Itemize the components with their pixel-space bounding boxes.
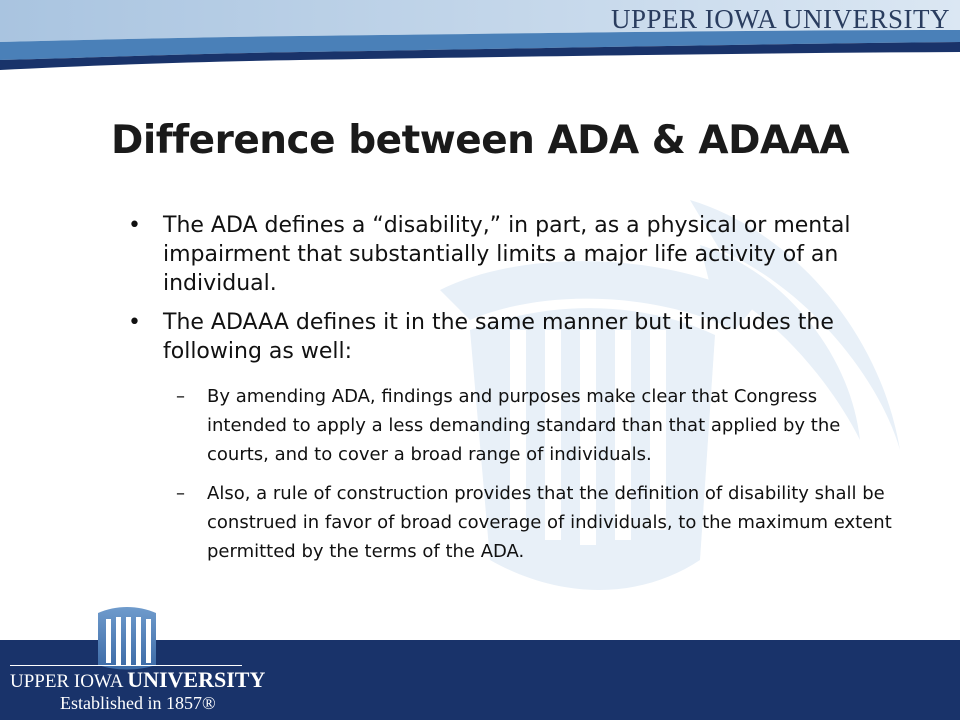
bullet-text: The ADAAA defines it in the same manner but it includes the following as well: (163, 310, 834, 364)
bullet-marker: • (128, 310, 141, 335)
bullet-text: The ADA defines a “disability,” in part, as a physical or mental impairment that substantially limits a major life activity of an individual. (163, 213, 851, 296)
bullet-item (128, 211, 898, 298)
sub-bullet-marker: – (176, 483, 185, 504)
sub-bullet-item (176, 479, 898, 566)
bullet-list (128, 211, 898, 576)
sub-bullet-text: By amending ADA, findings and purposes make clear that Congress intended to apply a less demanding standard than that applied by the courts, and to cover a broad range of individuals. (207, 386, 841, 465)
sub-bullet-list (176, 382, 898, 566)
logo-wordmark-upper: UPPER IOWA (10, 671, 128, 692)
slide-title: Difference between ADA & ADAAA (110, 118, 850, 163)
bullet-marker: • (128, 213, 141, 238)
logo-wordmark-bold: UNIVERSITY (127, 667, 266, 692)
header-brand: UPPER IOWA UNIVERSITY (610, 4, 950, 34)
logo-established: Established in 1857® (60, 693, 216, 713)
sub-bullet-text: Also, a rule of construction provides that the definition of disability shall be construed in favor of broad coverage of individuals, to the maximum extent permitted by the terms of the ADA. (207, 483, 892, 562)
bullet-item (128, 308, 898, 566)
logo-divider (10, 665, 242, 666)
university-logo-icon (96, 605, 158, 671)
sub-bullet-marker: – (176, 386, 185, 407)
logo-wordmark (10, 667, 265, 693)
sub-bullet-item (176, 382, 898, 469)
